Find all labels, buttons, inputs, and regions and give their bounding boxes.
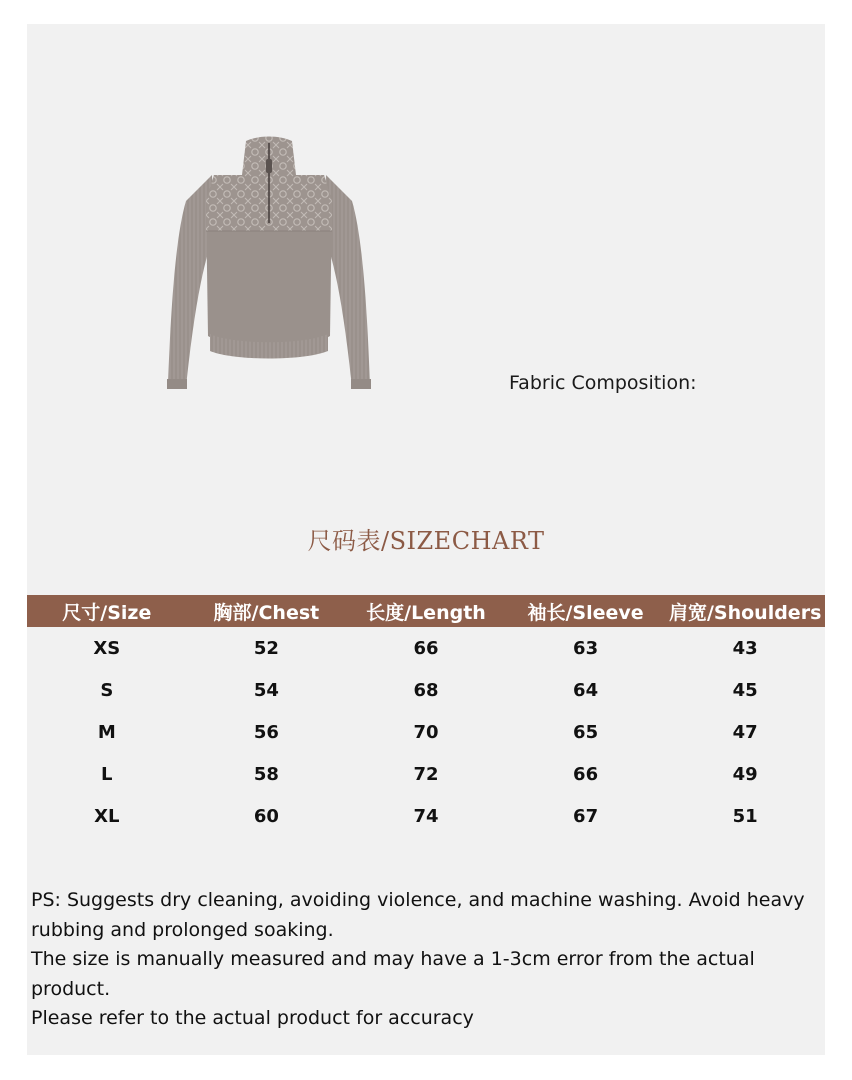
cell-shoulders: 49 <box>732 763 758 785</box>
sweater-product-image <box>164 131 374 393</box>
table-row <box>27 627 825 669</box>
care-notes <box>31 886 821 1034</box>
cell-shoulders: 47 <box>732 721 758 743</box>
size-chart-title: 尺码表/SIZECHART <box>307 527 545 555</box>
fabric-composition-label: Fabric Composition: <box>509 372 697 394</box>
cell-length: 68 <box>413 679 439 701</box>
cell-sleeve: 66 <box>573 763 599 785</box>
cell-length: 74 <box>413 805 439 827</box>
cell-sleeve: 63 <box>573 637 599 659</box>
cell-length: 66 <box>413 637 439 659</box>
cell-size: M <box>97 721 116 743</box>
header-shoulders: 肩宽/Shoulders <box>665 595 825 627</box>
cell-length: 70 <box>413 721 439 743</box>
header-sleeve: 袖长/Sleeve <box>506 595 666 627</box>
cell-chest: 60 <box>253 805 279 827</box>
table-header-row <box>27 595 825 627</box>
header-size: 尺寸/Size <box>27 595 187 627</box>
care-note-measurement: The size is manually measured and may have a 1-3cm error from the actual product. <box>31 948 755 1000</box>
cell-chest: 56 <box>253 721 279 743</box>
table-row <box>27 711 825 753</box>
table-row <box>27 669 825 711</box>
cell-shoulders: 51 <box>732 805 758 827</box>
cell-chest: 52 <box>253 637 279 659</box>
cell-shoulders: 45 <box>732 679 758 701</box>
cell-shoulders: 43 <box>732 637 758 659</box>
cell-size: XL <box>94 805 120 827</box>
cell-size: L <box>101 763 113 785</box>
care-note-washing: PS: Suggests dry cleaning, avoiding violence, and machine washing. Avoid heavy rubbing and prolonged soaking. <box>31 889 805 941</box>
size-chart-table <box>27 595 825 837</box>
cell-chest: 54 <box>253 679 279 701</box>
table-row <box>27 795 825 837</box>
care-note-accuracy: Please refer to the actual product for accuracy <box>31 1007 474 1029</box>
cell-chest: 58 <box>253 763 279 785</box>
cell-sleeve: 67 <box>573 805 599 827</box>
header-length: 长度/Length <box>346 595 506 627</box>
cell-length: 72 <box>413 763 439 785</box>
cell-sleeve: 65 <box>573 721 599 743</box>
cell-size: XS <box>93 637 121 659</box>
size-chart-panel <box>27 24 825 1055</box>
cell-sleeve: 64 <box>573 679 599 701</box>
cell-size: S <box>100 679 114 701</box>
header-chest: 胸部/Chest <box>187 595 347 627</box>
table-row <box>27 753 825 795</box>
